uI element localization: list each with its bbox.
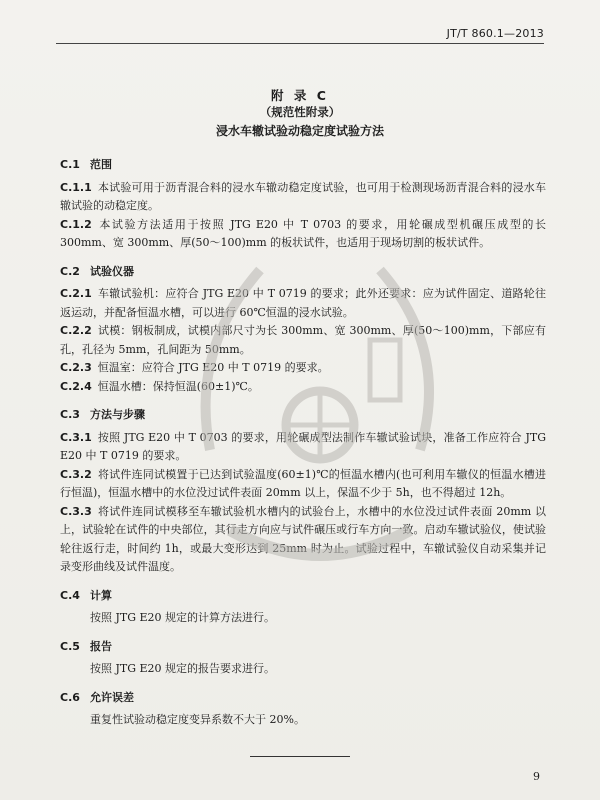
- paragraph-c2-2: C.2.2 试模：钢板制成，试模内部尺寸为长 300mm、宽 300mm、厚(50～100)mm，下部应有孔，孔径为 5mm，孔间距为 50mm。: [60, 324, 546, 356]
- page-number: 9: [533, 770, 540, 783]
- paragraph-c1-1: C.1.1 本试验可用于沥青混合料的浸水车辙动稳定度试验，也可用于检测现场沥青混合料的浸水车辙试验的动稳定度。: [60, 180, 546, 212]
- paragraph-c2-4: C.2.4 恒温水槽：保持恒温(60±1)℃。: [60, 379, 259, 393]
- section-heading-c6: C.6 允许误差: [60, 690, 134, 704]
- paragraph-c2-1: C.2.1 车辙试验机：应符合 JTG E20 中 T 0719 的要求；此外还要求：应为试件固定、道路轮往返运动，并配备恒温水槽，可以进行 60℃恒温的浸水试验。: [60, 287, 546, 319]
- paragraph-c3-1: C.3.1 按照 JTG E20 中 T 0703 的要求，用轮碾成型法制作车辙试验试块，准备工作应符合 JTG E20 中 T 0719 的要求。: [60, 430, 546, 462]
- section-heading-c2: C.2 试验仪器: [60, 264, 134, 278]
- appendix-label: 附 录 C: [271, 88, 329, 103]
- standard-code: JT/T 860.1—2013: [446, 27, 544, 40]
- paragraph-c5: 按照 JTG E20 规定的报告要求进行。: [90, 662, 276, 675]
- section-heading-c4: C.4 计算: [60, 588, 112, 602]
- section-heading-c3: C.3 方法与步骤: [60, 408, 145, 421]
- paragraph-c3-3: C.3.3 将试件连同试模移至车辙试验机水槽内的试验台上，水槽中的水位没过试件表面 20mm 以上，试验轮在试件的中央部位，其行走方向应与试件碾压或行车方向一致。启动车辙试验仪，使试验轮往返行走，时间约 1h，或最大变形达到 25mm 时为止。试验过程中，车辙试验仪自动采集并记录变形曲线及试件温度。: [60, 504, 546, 573]
- paragraph-c6: 重复性试验动稳定度变异系数不大于 20%。: [90, 713, 305, 726]
- appendix-title: 浸水车辙试验动稳定度试验方法: [215, 124, 384, 138]
- paragraph-c4: 按照 JTG E20 规定的计算方法进行。: [90, 611, 276, 624]
- paragraph-c1-2: C.1.2 本试验方法适用于按照 JTG E20 中 T 0703 的要求，用轮碾成型机碾压成型的长 300mm、宽 300mm、厚(50～100)mm 的板状试件，也适用于现场切割的板状试件。: [60, 217, 546, 249]
- footer-rule: [250, 756, 350, 757]
- appendix-type: （规范性附录）: [259, 105, 341, 119]
- paragraph-c3-2: C.3.2 将试件连同试模置于已达到试验温度(60±1)℃的恒温水槽内(也可利用车辙仪的恒温水槽进行恒温)，恒温水槽中的水位没过试件表面 20mm 以上，保温不少于 5h，也不得超过 12h。: [60, 467, 546, 499]
- section-heading-c1: C.1 范围: [60, 158, 112, 171]
- document-body: [60, 146, 546, 732]
- paragraph-c2-3: C.2.3 恒温室：应符合 JTG E20 中 T 0719 的要求。: [60, 361, 329, 374]
- header-rule: [56, 43, 544, 44]
- section-heading-c5: C.5 报告: [60, 639, 112, 653]
